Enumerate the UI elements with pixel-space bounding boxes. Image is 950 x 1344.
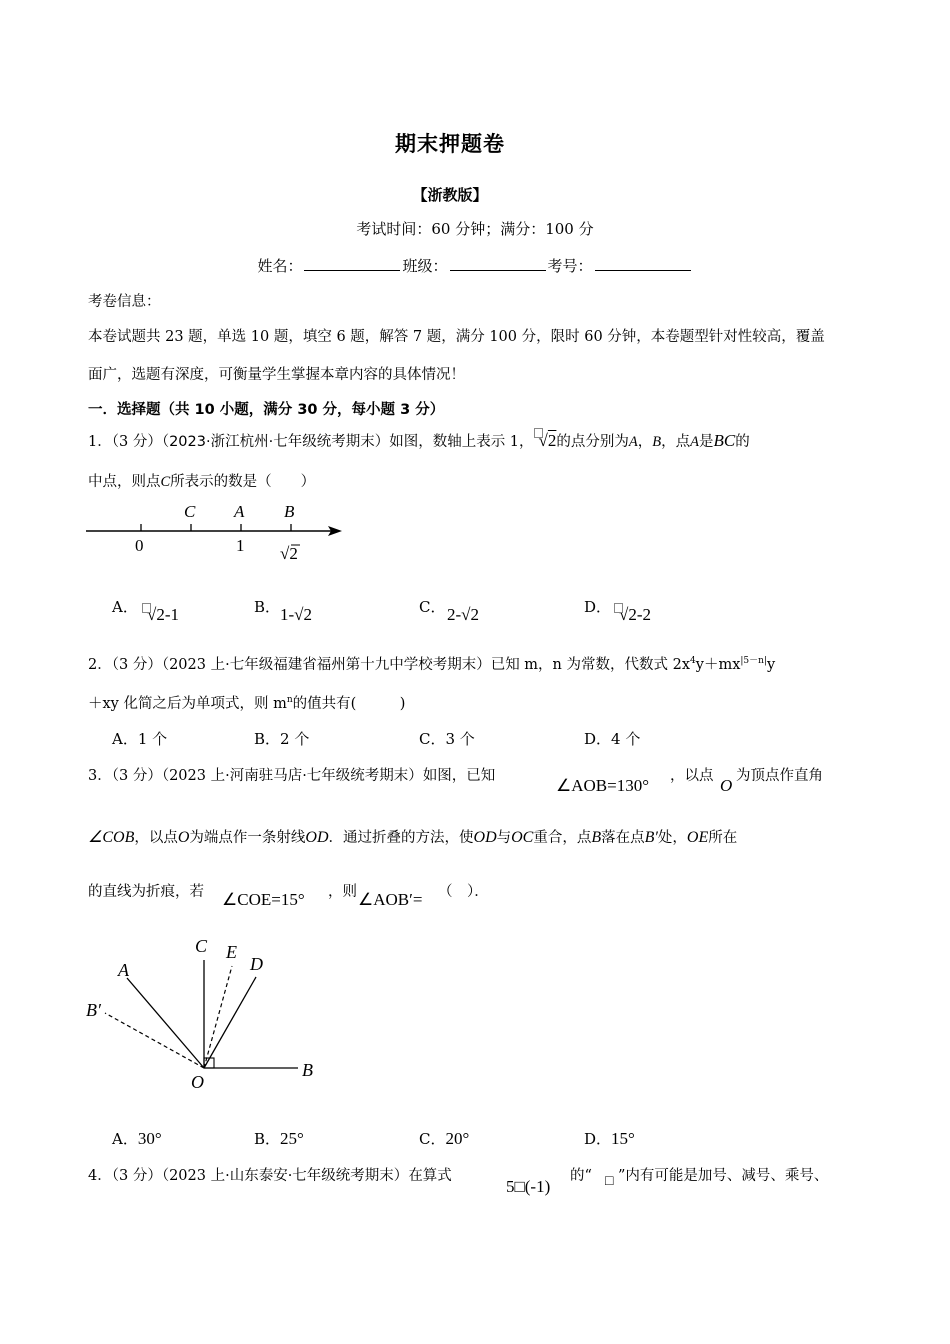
option-a[interactable] [112, 728, 167, 749]
name-label: 姓名： [257, 257, 303, 275]
svg-text:0: 0 [135, 536, 144, 555]
svg-text:C: C [195, 936, 208, 956]
exponent: n [286, 695, 293, 706]
text: ， [637, 434, 653, 450]
svg-text:B′: B′ [86, 1000, 101, 1020]
question-score: （3 分） [111, 434, 162, 450]
ray-od: OD [473, 829, 497, 846]
point-b: B [591, 829, 602, 846]
math-angle-coe: ∠COE=15° [222, 890, 305, 909]
option-a[interactable] [112, 596, 138, 617]
var-b: B [652, 434, 662, 450]
option-label: C． [419, 598, 446, 616]
question-source: （2023 上·河南驻马店·七年级统考期末） [161, 768, 423, 784]
ray-oc: OC [511, 829, 534, 846]
option-label: D． [584, 598, 612, 616]
option-value: √2-1 [147, 605, 179, 624]
text: 处， [657, 830, 687, 846]
exam-no-field[interactable] [595, 256, 691, 271]
info-line-1: 本卷试题共 23 题，单选 10 题，填空 6 题，解答 7 题，满分 100 分，限时 60 分钟，本卷题型针对性较高，覆盖 [88, 329, 825, 345]
option-value: 2-√2 [447, 605, 479, 624]
text: 为顶点作直角 [736, 768, 823, 784]
question-3-line-2 [88, 826, 737, 847]
radicand: 2 [547, 431, 557, 450]
text: 如图，数轴上表示 1， [389, 434, 534, 450]
ray-oe: OE [686, 829, 709, 846]
text: 中点，则点 [88, 474, 161, 490]
question-2-line-1 [88, 653, 775, 674]
svg-text:E: E [226, 942, 237, 962]
svg-text:C: C [184, 502, 196, 521]
text: 与 [496, 830, 512, 846]
option-b-value [280, 605, 312, 625]
question-number: 2． [88, 657, 112, 673]
var-o: O [177, 829, 190, 846]
question-score: （3 分） [111, 657, 162, 673]
text: 是 [698, 434, 714, 450]
option-b[interactable] [254, 728, 309, 749]
info-line-2: 面广，选题有深度，可衡量学生掌握本章内容的具体情况！ [88, 367, 465, 383]
svg-text:1: 1 [236, 536, 245, 555]
option-d[interactable] [584, 1128, 635, 1149]
option-label: A． [112, 598, 138, 616]
question-number: 4． [88, 1168, 112, 1184]
text: ，以点 [670, 768, 714, 784]
box-symbol: □ [605, 1174, 614, 1189]
question-4-line-1 [88, 1164, 452, 1185]
option-value: 1 个 [137, 730, 168, 748]
option-label: C． [419, 1130, 446, 1148]
option-a-value [142, 605, 179, 625]
text: 的点分别为 [556, 434, 629, 450]
option-value: 20° [445, 1129, 470, 1148]
text: 所表示的数是（ ） [170, 474, 316, 490]
option-label: B． [254, 730, 281, 748]
ray-od: OD [305, 829, 329, 846]
svg-text:A: A [118, 960, 129, 980]
angle-figure [80, 930, 340, 1100]
svg-text:√2: √2 [280, 544, 298, 563]
question-number: 3． [88, 768, 112, 784]
math-expression: 5□(-1) [506, 1177, 551, 1196]
option-value: 25° [280, 1129, 304, 1148]
option-label: B． [254, 1130, 281, 1148]
text: ，点 [661, 434, 691, 450]
option-a[interactable] [112, 1128, 162, 1149]
svg-text:B: B [284, 502, 295, 521]
var-o: O [720, 776, 733, 795]
question-score: （3 分） [111, 1168, 162, 1184]
edition-label: 【浙教版】 [412, 186, 488, 204]
math-angle-cob: ∠COB [88, 829, 135, 846]
student-info-line [0, 255, 950, 276]
number-line-figure [84, 497, 354, 572]
option-value: 2 个 [280, 730, 310, 748]
option-label: C． [419, 730, 446, 748]
text: y [766, 657, 776, 673]
question-number: 1． [88, 434, 112, 450]
answer-blank: （ ）． [438, 884, 489, 900]
var-a: A [690, 434, 699, 450]
text: ”内有可能是加号、减号、乘号、 [618, 1168, 829, 1184]
text: ，以点 [134, 830, 178, 846]
class-field[interactable] [450, 256, 546, 271]
text: ．通过折叠的方法，使 [328, 830, 474, 846]
text: 所在 [708, 830, 738, 846]
option-b[interactable] [254, 1128, 304, 1149]
text: 如图，已知 [422, 768, 496, 784]
text: 在算式 [408, 1168, 452, 1184]
question-source: （2023·浙江杭州·七年级统考期末） [161, 434, 390, 450]
question-3-line-3 [88, 880, 204, 901]
placeholder-box-icon [614, 603, 623, 613]
question-2-line-2 [88, 692, 405, 713]
option-c[interactable] [419, 1128, 469, 1149]
option-c[interactable] [419, 728, 475, 749]
option-value: √2-2 [619, 605, 651, 624]
text: y＋mx [695, 657, 741, 673]
option-label: A． [112, 730, 138, 748]
option-b[interactable] [254, 596, 280, 617]
text: 的值共有( ) [292, 696, 406, 712]
exam-no-label: 考号： [547, 257, 593, 275]
question-3-line-1 [88, 764, 495, 785]
question-1-line-2 [88, 470, 315, 491]
var-c: C [160, 474, 171, 490]
section-title: 一．选择题（共 10 小题，满分 30 分，每小题 3 分） [88, 402, 445, 418]
text: ＋xy 化简之后为单项式，则 m [88, 696, 287, 712]
option-label: B． [254, 598, 281, 616]
option-value: 3 个 [445, 730, 475, 748]
math-angle-aob: ∠AOB=130° [556, 776, 650, 795]
option-value: 30° [137, 1129, 162, 1148]
option-d-value [614, 605, 651, 625]
text: ，则 [328, 884, 357, 900]
option-value: 4 个 [611, 730, 641, 748]
option-d[interactable] [584, 596, 611, 617]
exam-time: 考试时间：60 分钟；满分：100 分 [356, 220, 594, 238]
class-label: 班级： [402, 257, 448, 275]
placeholder-box-icon [534, 428, 543, 438]
svg-text:A: A [234, 502, 245, 521]
text: 已知 m，n 为常数，代数式 2x [490, 657, 691, 673]
svg-text:O: O [191, 1072, 204, 1092]
option-label: D． [584, 730, 612, 748]
option-label: D． [584, 1130, 612, 1148]
option-label: A． [112, 1130, 138, 1148]
option-d[interactable] [584, 728, 640, 749]
text: 的直线为折痕，若 [88, 884, 204, 900]
question-source: （2023 上·山东泰安·七年级统考期末） [161, 1168, 409, 1184]
option-value: 15° [611, 1129, 635, 1148]
segment-bc: BC [713, 431, 736, 450]
page-title: 期末押题卷 [395, 132, 505, 156]
svg-text:B: B [302, 1060, 313, 1080]
name-field[interactable] [304, 256, 400, 271]
info-heading: 考卷信息： [88, 294, 161, 310]
option-value: 1-√2 [280, 605, 312, 624]
text: 的 [735, 434, 750, 450]
point-b-prime: B′ [644, 829, 658, 846]
question-source: （2023 上·七年级福建省福州第十九中学校考期末） [161, 657, 491, 673]
question-1-line-1 [88, 430, 750, 451]
svg-text:D: D [250, 954, 263, 974]
text: 为端点作一条射线 [189, 830, 306, 846]
text: 的“ [570, 1168, 592, 1184]
text: 重合，点 [533, 830, 592, 846]
question-score: （3 分） [111, 768, 162, 784]
placeholder-box-icon [142, 603, 151, 613]
cube-root-2: √2 [534, 431, 557, 450]
var-a: A [628, 434, 638, 450]
text: 落在点 [601, 830, 645, 846]
exponent: 4 [690, 656, 696, 667]
option-c-value [447, 605, 479, 625]
exponent: |5－n| [740, 656, 767, 667]
math-angle-aob-prime: ∠AOB′= [358, 890, 423, 909]
option-c[interactable] [419, 596, 445, 617]
